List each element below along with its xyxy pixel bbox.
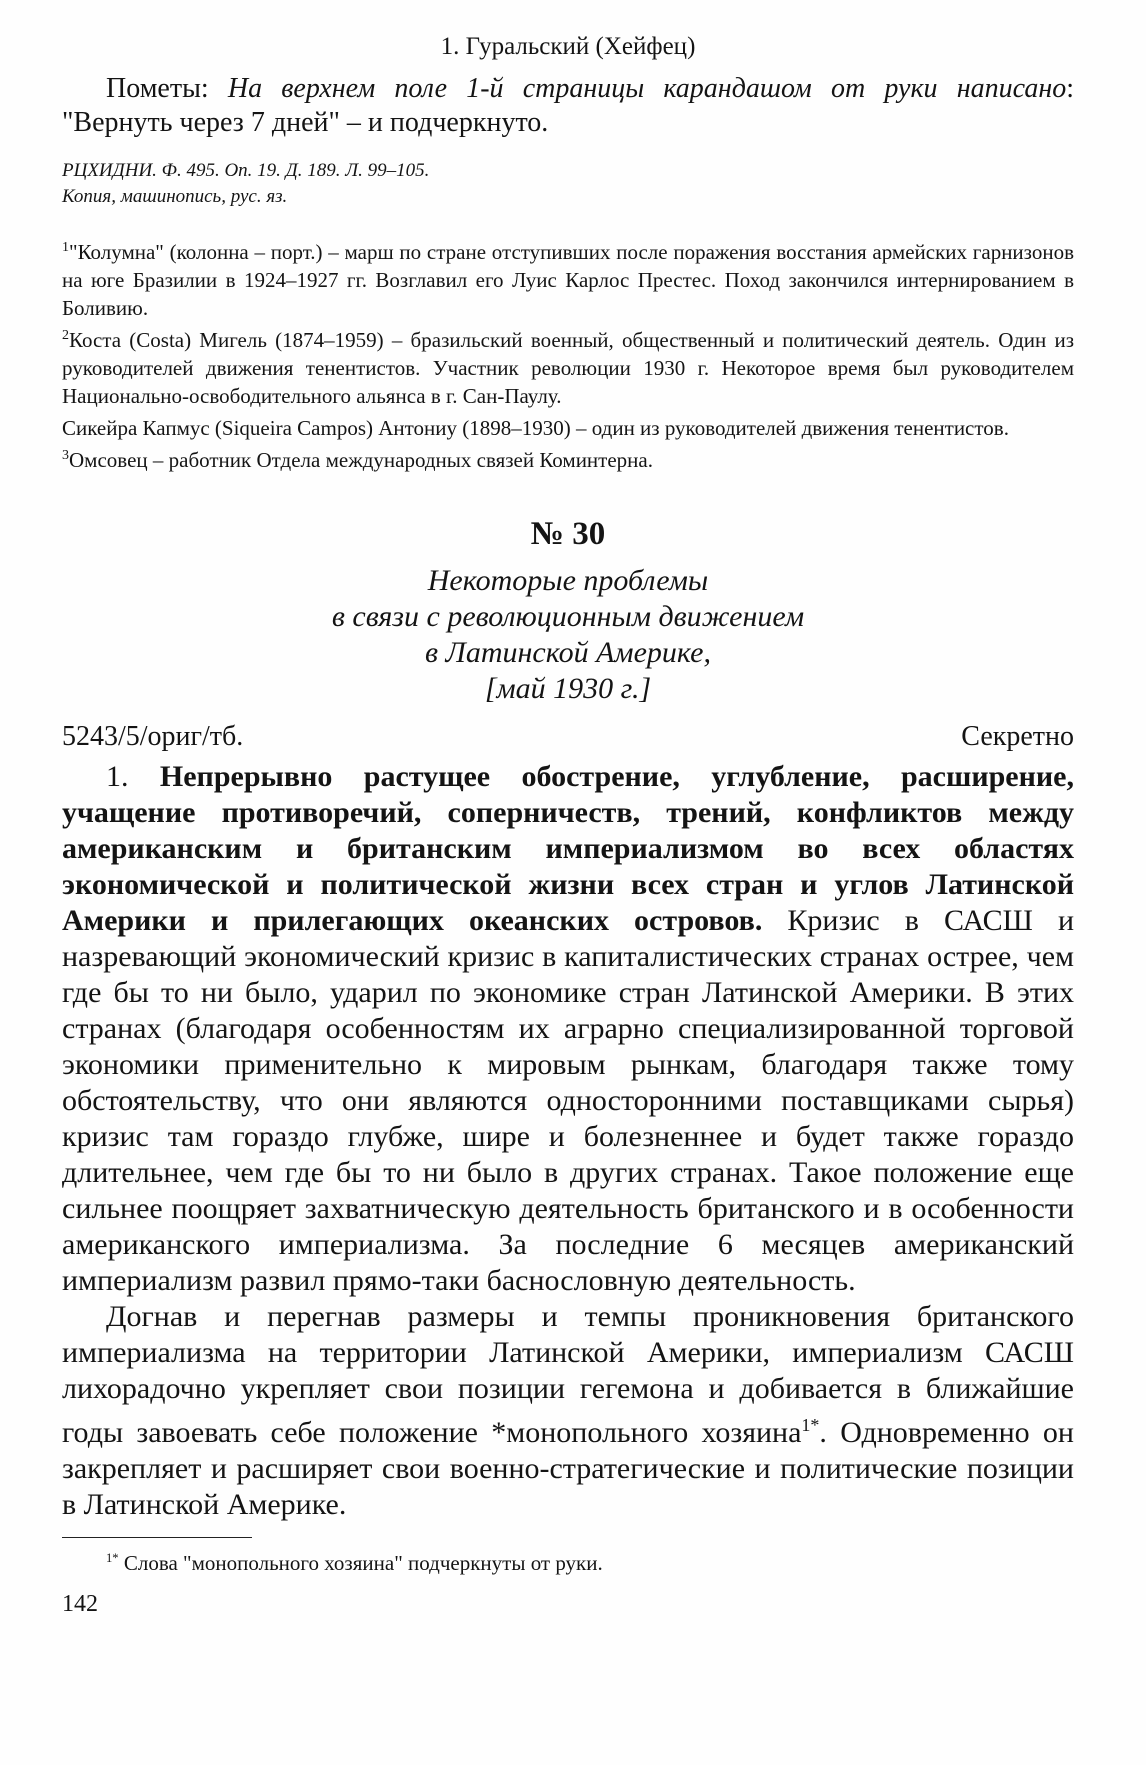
endnote: Сикейра Капмус (Siqueira Campos) Антониу (1898–1930) – один из руководителей движения тенентистов. [62,416,1009,440]
footnote-divider [62,1537,252,1538]
copy-note: Копия, машинопись, рус. яз. [62,186,288,207]
footnote: $^{1*}$ Слова "монопольного хозяина" подчеркнуты от руки. [106,1551,603,1575]
title-line: в связи с революционным движением [331,600,805,633]
endnotes [62,234,1074,474]
archive-reference: РЦХИДНИ. Ф. 495. Оп. 19. Д. 189. Л. 99–105. [62,160,430,181]
footnote-mark: 1* [801,1415,820,1435]
document-number: № 30 [530,516,606,552]
document-ref: 5243/5/ориг/тб. [62,721,244,752]
endnote: $^3$Омсовец – работник Отдела международных связей Коминтерна. [62,448,653,472]
underlined-phrase: монопольного хозяина [506,1416,802,1449]
marks-label: Пометы: [106,73,209,104]
title-line: [май 1930 г.] [484,672,652,705]
endnote: $^1$"Колумна" (колонна – порт.) – марш по стране отступивших после поражения восстания армейских гарнизонов на юге Бразилии в 1924–1927 гг. Возглавил его Луис Карлос Престес. Поход закончился интернированием в Боливию. [62,240,1074,320]
body-paragraph-1: 1. Непрерывно растущее обострение, углубление, расширение, учащение противоречий, соперничеств, трений, конфликтов между американским и британским империализмом во всех областях экономической и политической жизни всех стран и углов Латинской Америки и прилегающих океанских островов. Кризис в САСШ и назревающий экономический кризис в капиталистических странах острее, чем где бы то ни было, ударил по экономике стран Латинской Америки. В этих странах (благодаря особенностям их аграрно специализированной торговой экономики применительно к мировым рынкам, благодаря также тому обстоятельству, что они являются односторонними поставщиками сырья) кризис там гораздо глубже, шире и болезненнее и будет также гораздо длительнее, чем где бы то ни было в других странах. Такое положение еще сильнее поощряет захватническую деятельность британского и в особенности американского империализма. За последние 6 месяцев американский империализм развил прямо-таки баснословную деятельность. [62,760,1075,1297]
signature: 1. Гуральский (Хейфец) [440,33,696,60]
body-paragraph-2: Догнав и перегнав размеры и темпы проникновения британского империализма на территории Латинской Америки, империализм САСШ лихорадочно укрепляет свои позиции гегемона и добивается в ближайшие годы завоевать себе положение *монопольного хозяина$^{1*}$. Одновременно он закрепляет и расширяет свои военно-стратегические и политические позиции в Латинской Америке. [62,1300,1074,1521]
endnote: $^2$Коста (Costa) Мигель (1874–1959) – бразильский военный, общественный и политический деятель. Один из руководителей движения тенентистов. Участник революции 1930 г. Некоторое время был руководителем Национально-освободительного альянса в г. Сан-Паулу. [62,328,1074,408]
page-number: 142 [62,1591,98,1617]
title-line: в Латинской Америке, [425,636,711,669]
document-page [62,32,1074,1618]
marks-italic: На верхнем поле 1-й страницы карандашом от руки написано [227,73,1067,104]
document-title [62,563,1074,707]
title-line: Некоторые проблемы [427,564,709,597]
paragraph-heading: Непрерывно растущее обострение, углубление, расширение, учащение противоречий, соперничеств, трений, конфликтов между американским и британским империализмом во всех областях экономической и политической жизни всех стран и углов Латинской Америки и прилегающих океанских островов. [62,760,1074,937]
marks-rest: : "Вернуть через 7 дней" – и подчеркнуто. [62,73,1074,138]
classification: Секретно [961,721,1074,752]
source-block [62,158,1074,210]
document-meta [62,721,1074,753]
marks-paragraph [62,72,1074,140]
